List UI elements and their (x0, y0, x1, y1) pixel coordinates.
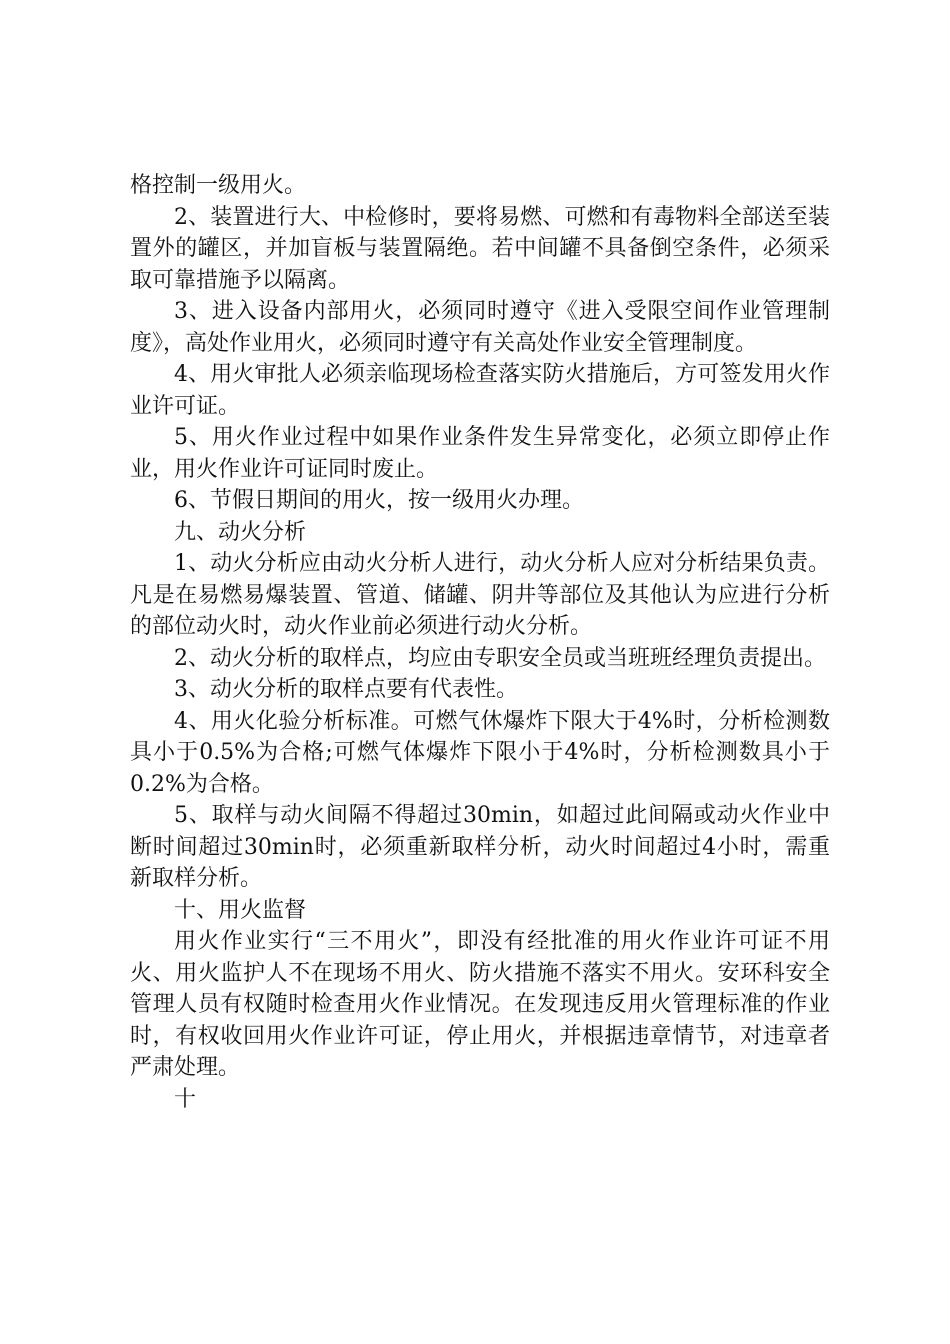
paragraph-9-4: 4、用火化验分析标准。可燃气休爆炸下限大于4%时，分析检测数具小于0.5%为合格;可燃气体爆炸下限小于4%时，分析检测数具小于0.2%为合格。 (130, 708, 830, 797)
section-heading-10: 十、用火监督 (174, 897, 307, 923)
document-body (130, 170, 830, 1115)
paragraph-4: 4、用火审批人必须亲临现场检查落实防火措施后，方可签发用火作业许可证。 (130, 362, 830, 419)
paragraph-5: 5、用火作业过程中如果作业条件发生异常变化，必须立即停止作业，用火作业许可证同时废止。 (130, 425, 830, 482)
paragraph-1: 格控制一级用火。 (130, 173, 307, 198)
paragraph-9-2: 2、动火分析的取样点，均应由专职安全员或当班班经理负责提出。 (174, 645, 826, 671)
section-heading-11-partial: 十 (174, 1086, 197, 1112)
paragraph-2: 2、装置进行大、中检修时，要将易燃、可燃和有毒物料全部送至装置外的罐区，并加盲板与装置隔绝。若中间罐不具备倒空条件，必须采取可靠措施予以隔离。 (130, 204, 830, 293)
paragraph-9-1: 1、动火分析应由动火分析人进行，动火分析人应对分析结果负责。凡是在易燃易爆装置、管道、储罐、阴井等部位及其他认为应进行分析的部位动火时，动火作业前必须进行动火分析。 (130, 551, 830, 639)
section-heading-9: 九、动火分析 (174, 519, 307, 545)
paragraph-3: 3、进入设备内部用火，必须同时遵守《进入受限空间作业管理制度》，高处作业用火，必须同时遵守有关高处作业安全管理制度。 (130, 299, 830, 356)
paragraph-6: 6、节假日期间的用火，按一级用火办理。 (174, 488, 584, 513)
paragraph-9-5: 5、取样与动火间隔不得超过30min，如超过此间隔或动火作业中断时间超过30min时，必须重新取样分析，动火时间超过4小时，需重新取样分析。 (130, 803, 830, 891)
paragraph-9-3: 3、动火分析的取样点要有代表性。 (174, 677, 518, 702)
paragraph-10-1: 用火作业实行“三不用火”，即没有经批准的用火作业许可证不用火、用火监护人不在现场不用火、防火措施不落实不用火。安环科安全管理人员有权随时检查用火作业情况。在发现违反用火管理标准的作业时，有权收回用火作业许可证，停止用火，并根据违章情节，对违章者严肃处理。 (130, 929, 830, 1080)
